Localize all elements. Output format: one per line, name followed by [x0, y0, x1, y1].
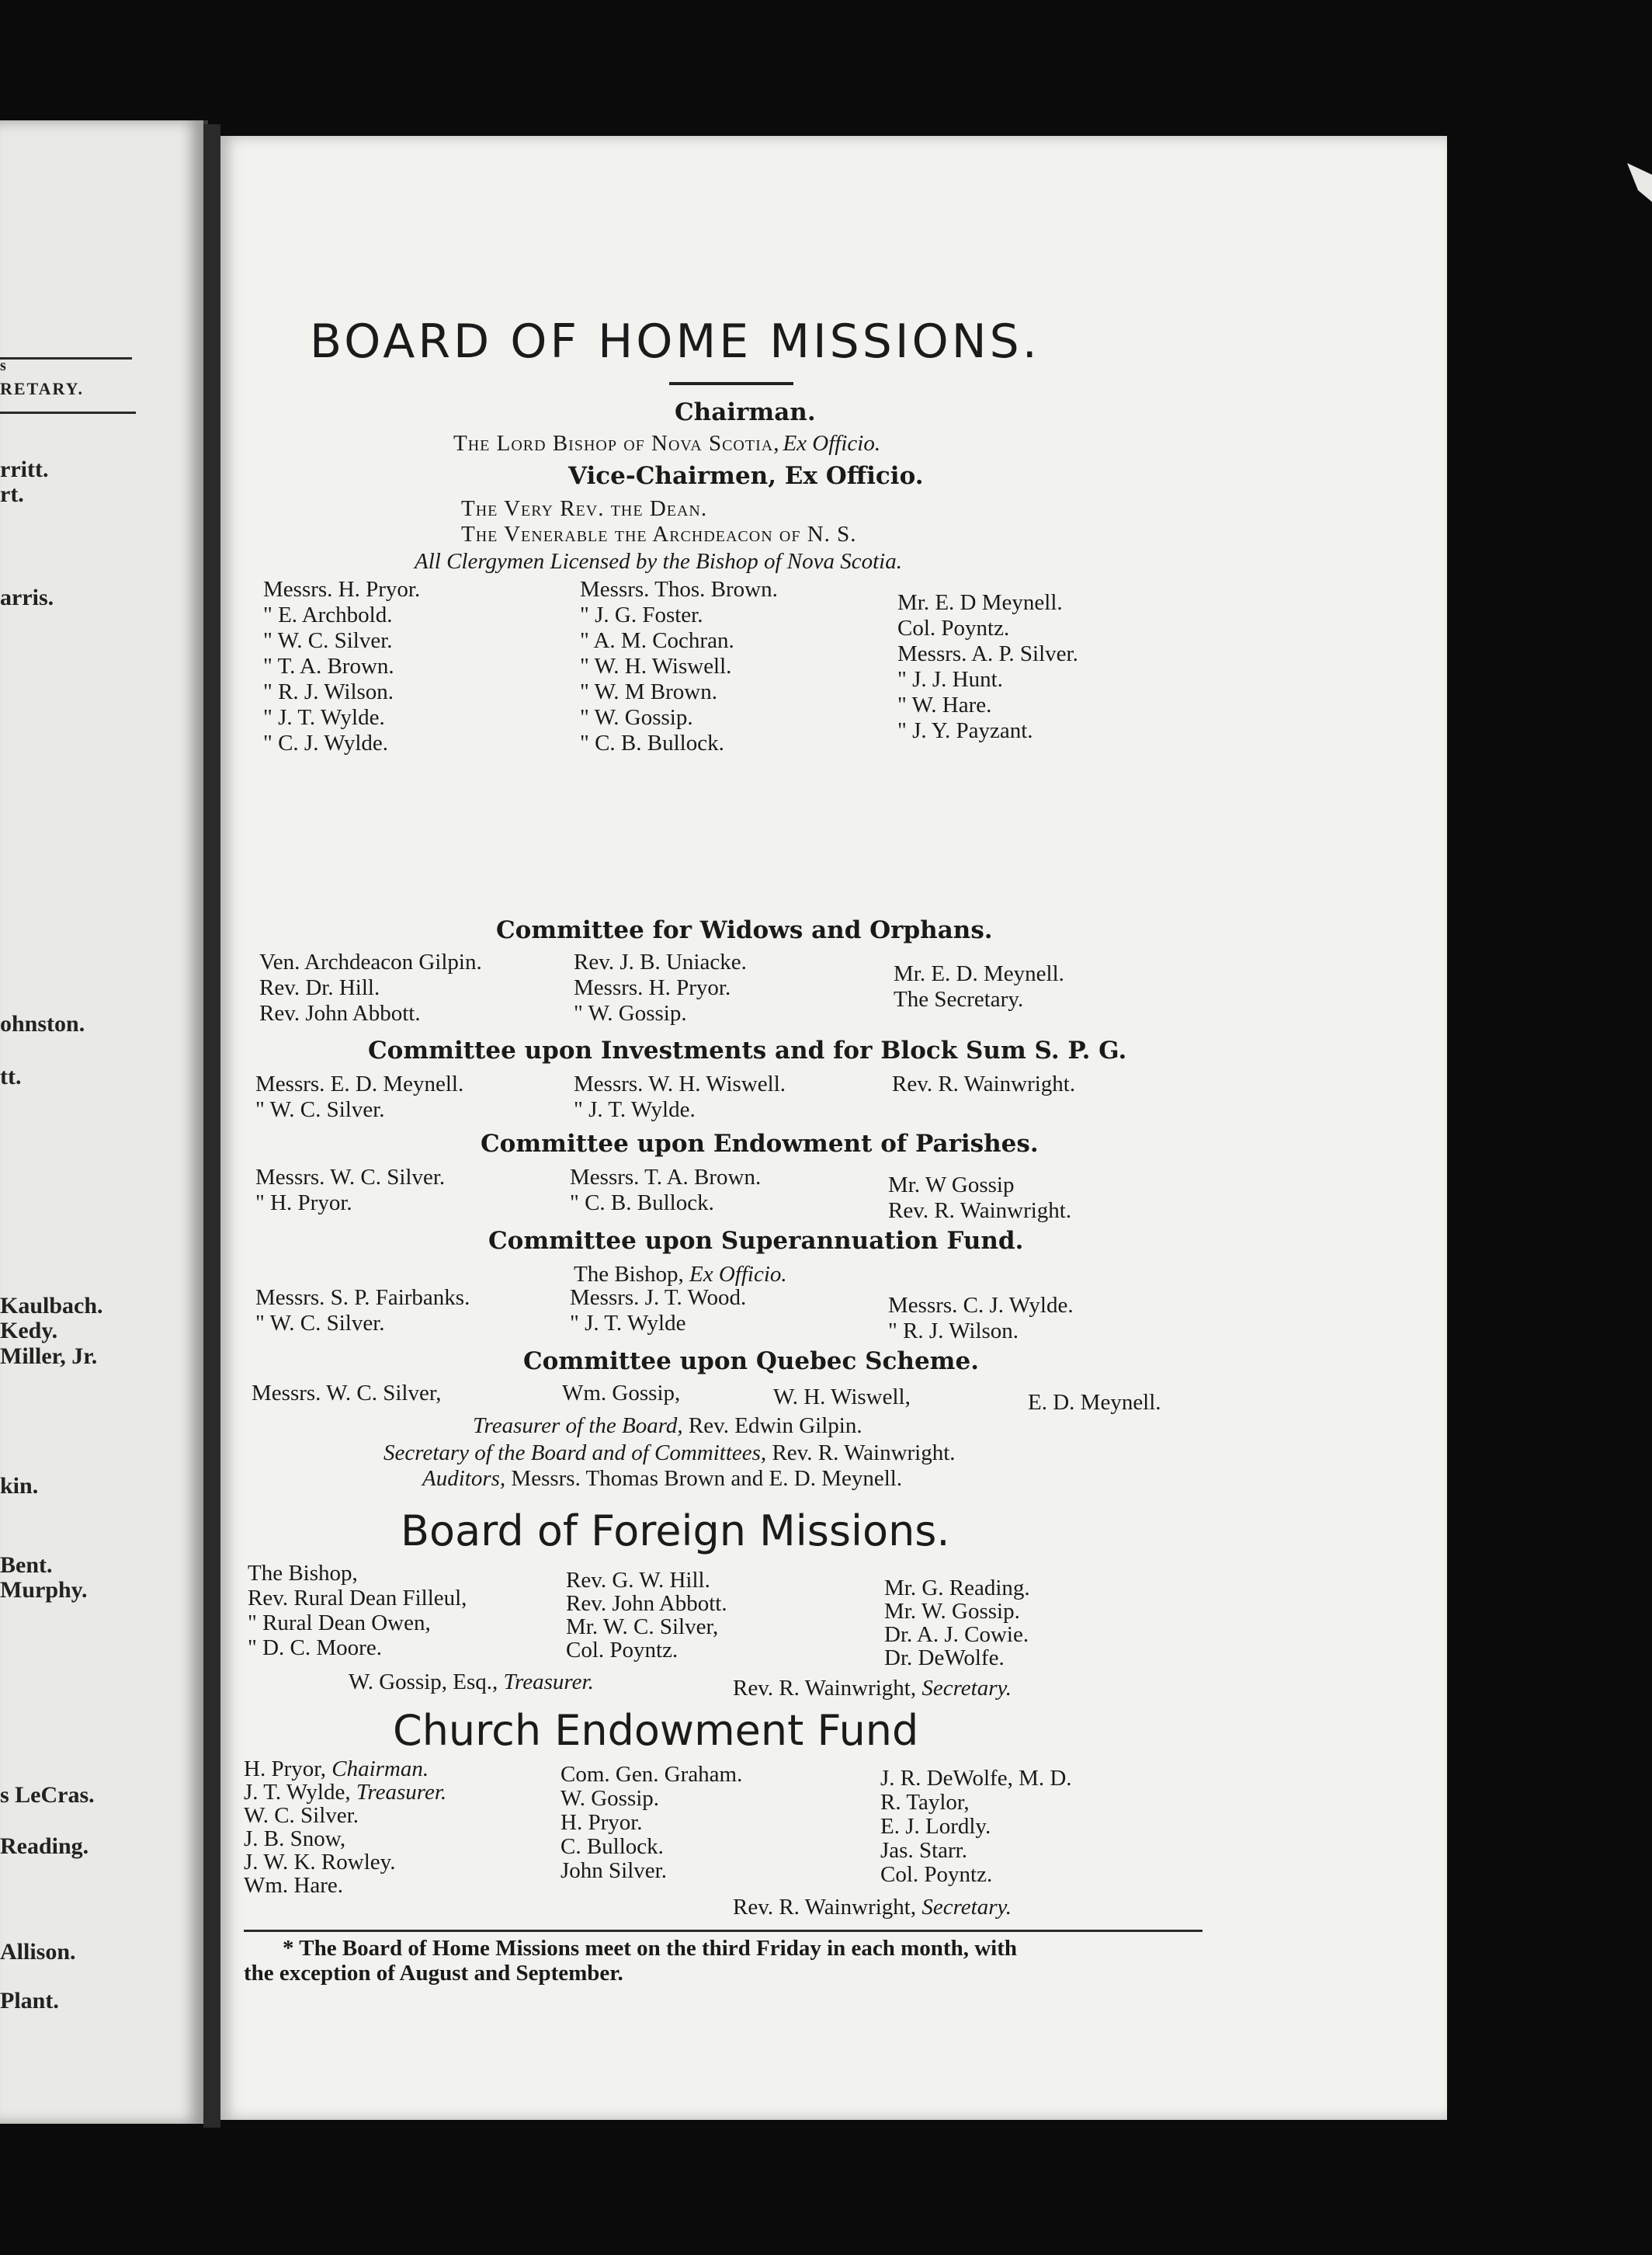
left-page-text: tt.	[0, 1064, 22, 1089]
widows-col-2: Rev. J. B. Uniacke. Messrs. H. Pryor. " W. Gossip.	[574, 950, 747, 1026]
left-page-fragment	[0, 120, 208, 2124]
auditors-line: Auditors, Messrs. Thomas Brown and E. D. Meynell.	[422, 1466, 903, 1491]
member-name: " W. Hare.	[897, 693, 992, 718]
member-name: " J. T. Wylde.	[263, 705, 385, 730]
title-underline	[669, 382, 793, 385]
left-page-text: ohnston.	[0, 1011, 85, 1037]
members-col-1	[263, 577, 420, 756]
foreign-col-1: The Bishop, Rev. Rural Dean Filleul, " Rural Dean Owen, " D. C. Moore.	[248, 1561, 467, 1660]
foreign-col-3: Mr. G. Reading. Mr. W. Gossip. Dr. A. J. Cowie. Dr. DeWolfe.	[884, 1576, 1030, 1670]
member-name: " C. J. Wylde.	[263, 731, 389, 756]
page-title: BOARD OF HOME MISSIONS.	[310, 314, 1040, 369]
member-name: " C. B. Bullock.	[580, 731, 724, 756]
member-name: " J. G. Foster.	[580, 603, 703, 627]
vice-chairman-archdeacon: The Venerable the Archdeacon of N. S.	[461, 522, 857, 547]
member-name: " T. A. Brown.	[263, 654, 394, 679]
left-page-text: rt.	[0, 481, 24, 507]
right-edge-shape	[1553, 155, 1652, 248]
members-col-2	[580, 577, 778, 756]
church-col-3: J. R. DeWolfe, M. D. R. Taylor, E. J. Lordly. Jas. Starr. Col. Poyntz.	[880, 1766, 1072, 1887]
quebec-name: W. H. Wiswell,	[773, 1385, 911, 1409]
church-col-2: Com. Gen. Graham. W. Gossip. H. Pryor. C. Bullock. John Silver.	[560, 1762, 743, 1883]
superannuation-col-3: Messrs. C. J. Wylde. " R. J. Wilson.	[888, 1293, 1074, 1343]
foreign-secretary: Rev. R. Wainwright, Secretary.	[733, 1676, 1012, 1701]
foreign-col-2: Rev. G. W. Hill. Rev. John Abbott. Mr. W. C. Silver, Col. Poyntz.	[566, 1568, 727, 1663]
investments-heading: Committee upon Investments and for Block Sum S. P. G.	[368, 1037, 1127, 1065]
church-col-1: H. Pryor, Chairman. J. T. Wylde, Treasurer. W. C. Silver. J. B. Snow, J. W. K. Rowley. Wm. Hare.	[244, 1756, 447, 1898]
left-page-text: kin.	[0, 1473, 39, 1499]
endowment-col-1: Messrs. W. C. Silver. " H. Pryor.	[255, 1165, 446, 1215]
member-name: " J. J. Hunt.	[897, 667, 1003, 692]
chairman-heading: Chairman.	[675, 398, 816, 426]
superannuation-bishop: The Bishop, Ex Officio.	[574, 1262, 787, 1287]
superannuation-col-1: Messrs. S. P. Fairbanks. " W. C. Silver.	[255, 1285, 470, 1336]
page	[220, 136, 1447, 2120]
member-name: " W. C. Silver.	[263, 628, 393, 653]
footnote-rule	[244, 1930, 1203, 1932]
left-page-text: Reading.	[0, 1833, 89, 1859]
investments-col-2: Messrs. W. H. Wiswell. " J. T. Wylde.	[574, 1072, 786, 1122]
member-name: Messrs. A. P. Silver.	[897, 641, 1078, 666]
left-page-text: Bent.	[0, 1552, 53, 1578]
left-page-text: s	[0, 357, 6, 374]
member-name: " W. Gossip.	[580, 705, 693, 730]
church-endowment-title: Church Endowment Fund	[393, 1706, 919, 1755]
endowment-col-3: Mr. W Gossip Rev. R. Wainwright.	[888, 1173, 1072, 1223]
member-name: " A. M. Cochran.	[580, 628, 734, 653]
left-page-text: Allison.	[0, 1939, 76, 1965]
endowment-heading: Committee upon Endowment of Parishes.	[481, 1130, 1039, 1158]
footnote-line-2: the exception of August and September.	[244, 1961, 623, 1986]
left-page-text: RETARY.	[0, 379, 84, 398]
investments-col-3: Rev. R. Wainwright.	[892, 1072, 1076, 1096]
member-name: " E. Archbold.	[263, 603, 393, 627]
left-page-text: s LeCras.	[0, 1782, 95, 1808]
member-name: Mr. E. D Meynell.	[897, 590, 1063, 615]
left-page-text: Kedy.	[0, 1318, 58, 1343]
left-page-text: arris.	[0, 585, 54, 610]
member-name: Messrs. H. Pryor.	[263, 577, 421, 602]
left-page-rule	[0, 357, 132, 360]
secretary-line: Secretary of the Board and of Committees, Rev. R. Wainwright.	[384, 1440, 956, 1465]
quebec-heading: Committee upon Quebec Scheme.	[523, 1347, 980, 1375]
footnote-line-1: * The Board of Home Missions meet on the third Friday in each month, with	[283, 1936, 1017, 1961]
superannuation-heading: Committee upon Superannuation Fund.	[488, 1227, 1024, 1255]
member-name: " W. M Brown.	[580, 679, 718, 704]
quebec-name: Wm. Gossip,	[562, 1381, 681, 1405]
clergy-note: All Clergymen Licensed by the Bishop of Nova Scotia.	[415, 549, 902, 574]
member-name: " R. J. Wilson.	[263, 679, 394, 704]
left-page-text: rritt.	[0, 457, 49, 482]
left-page-text: Plant.	[0, 1988, 59, 2014]
member-name: " J. Y. Payzant.	[897, 718, 1033, 743]
endowment-col-2: Messrs. T. A. Brown. " C. B. Bullock.	[570, 1165, 762, 1215]
foreign-missions-title: Board of Foreign Missions.	[401, 1506, 950, 1555]
quebec-name: E. D. Meynell.	[1028, 1390, 1161, 1415]
foreign-treasurer: W. Gossip, Esq., Treasurer.	[349, 1670, 594, 1694]
vice-chairmen-heading: Vice-Chairmen, Ex Officio.	[568, 462, 924, 490]
member-name: " W. H. Wiswell.	[580, 654, 732, 679]
treasurer-line: Treasurer of the Board, Rev. Edwin Gilpin.	[473, 1413, 862, 1438]
quebec-name: Messrs. W. C. Silver,	[252, 1381, 442, 1405]
left-page-text: Kaulbach.	[0, 1293, 103, 1319]
widows-heading: Committee for Widows and Orphans.	[496, 916, 993, 944]
widows-col-3: Mr. E. D. Meynell. The Secretary.	[894, 961, 1064, 1012]
members-col-3	[897, 590, 1078, 744]
book-gutter	[203, 124, 220, 2128]
chairman-line: The Lord Bishop of Nova Scotia, Ex Officio.	[453, 431, 881, 456]
left-page-rule	[0, 412, 136, 414]
investments-col-1: Messrs. E. D. Meynell. " W. C. Silver.	[255, 1072, 464, 1122]
member-name: Messrs. Thos. Brown.	[580, 577, 778, 602]
left-page-text: Murphy.	[0, 1577, 88, 1603]
left-page-text: Miller, Jr.	[0, 1343, 98, 1369]
vice-chairman-dean: The Very Rev. the Dean.	[461, 496, 708, 521]
member-name: Col. Poyntz.	[897, 616, 1010, 641]
widows-col-1: Ven. Archdeacon Gilpin. Rev. Dr. Hill. Rev. John Abbott.	[259, 950, 482, 1026]
church-secretary: Rev. R. Wainwright, Secretary.	[733, 1895, 1012, 1920]
superannuation-col-2: Messrs. J. T. Wood. " J. T. Wylde	[570, 1285, 747, 1336]
